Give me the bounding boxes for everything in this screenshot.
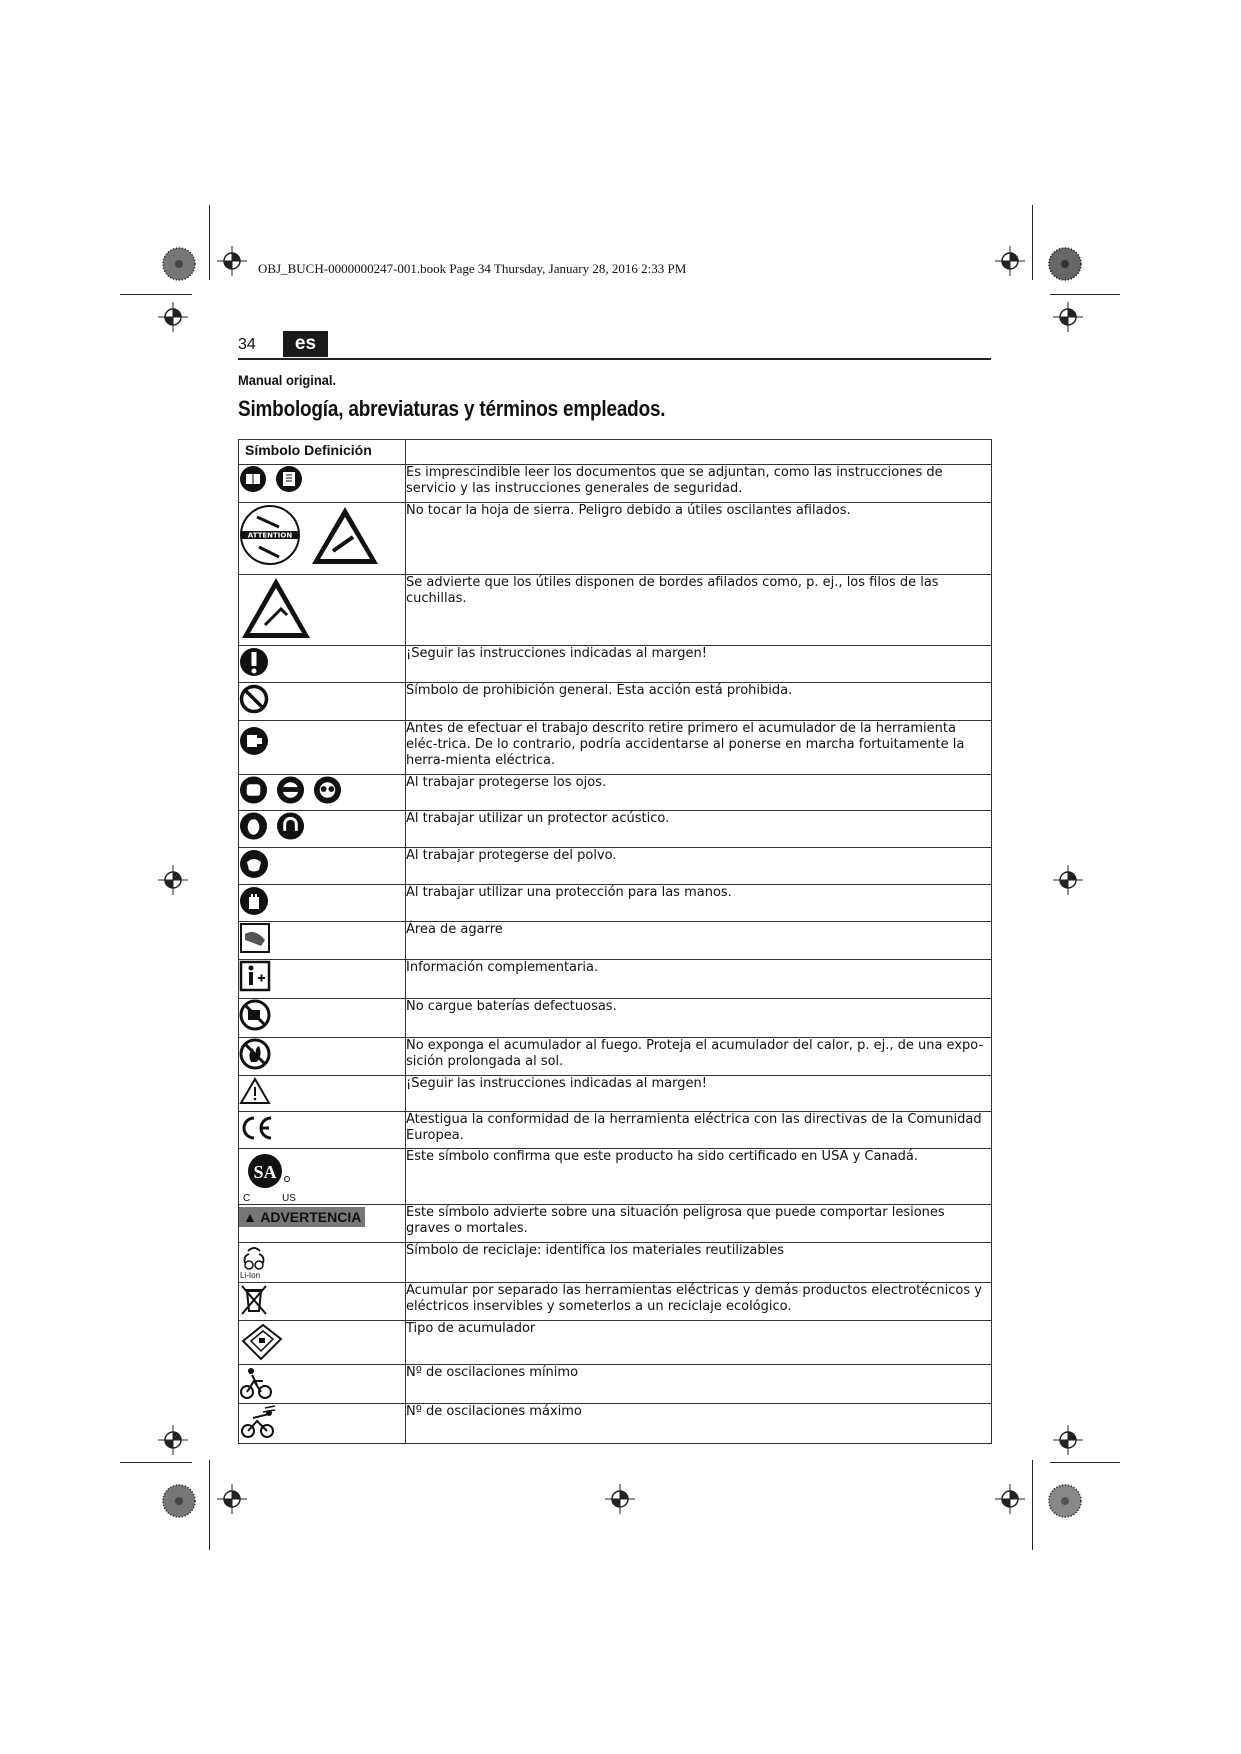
symbols-table [238,439,992,1444]
table-row [239,1243,992,1283]
registration-mark-icon [158,1425,188,1455]
table-row [239,1365,992,1404]
color-rosette-icon [162,1484,196,1518]
subtitle: Manual original. [238,372,337,388]
csa-c-label: C [243,1193,251,1203]
definition-column-header [406,440,992,465]
csa-us-label: US [282,1193,296,1203]
definition-cell: Este símbolo confirma que este producto ha sido certificado en USA y Canadá. [406,1149,992,1205]
table-row [239,922,992,960]
definition-cell: Antes de efectuar el trabajo descrito retire primero el acumulador de la herramienta eléc-trica. De lo contrario, podría accidentarse al ponerse en marcha fortuitamente la herra-mienta eléctrica. [406,721,992,775]
table-header-row [239,440,992,465]
no-defective-battery-icon [239,999,271,1031]
registration-mark-icon [605,1484,635,1514]
min-oscillation-icon [239,1365,273,1401]
ear-protection-icon [239,811,268,841]
battery-type-icon [239,1321,285,1363]
registration-mark-icon [995,246,1025,276]
table-row [239,646,992,683]
gloves-icon [239,885,269,917]
weee-bin-icon [239,1283,269,1317]
book-icon [275,465,303,493]
table-row [239,1038,992,1076]
recycle-li-ion-icon [239,1243,269,1281]
definition-cell: ¡Seguir las instrucciones indicadas al margen! [406,646,992,683]
registration-mark-icon [217,246,247,276]
definition-cell: Acumular por separado las herramientas eléctricas y demás productos electrotécnicos y eléctricos inservibles y someterlos a un reciclaje ecológico. [406,1283,992,1321]
table-row [239,811,992,848]
definition-cell: Al trabajar utilizar un protector acústico. [406,811,992,848]
table-row [239,503,992,575]
table-row [239,575,992,646]
definition-cell: Al trabajar protegerse los ojos. [406,775,992,811]
attention-blade-icon [239,503,301,567]
registration-mark-icon [1053,1425,1083,1455]
no-fire-battery-icon [239,1038,271,1070]
definition-cell: Símbolo de reciclaje: identifica los materiales reutilizables [406,1243,992,1283]
svg-text:ATTENTION: ATTENTION [247,531,293,540]
face-shield-icon [239,775,268,805]
symbol-column-header: Símbolo Definición [239,440,406,465]
grip-area-icon [239,922,271,954]
table-row [239,1404,992,1444]
definition-cell: Al trabajar protegerse del polvo. [406,848,992,885]
color-rosette-icon [162,247,196,281]
page-number: 34 [238,336,256,353]
definition-cell: Tipo de acumulador [406,1321,992,1365]
registration-mark-icon [217,1484,247,1514]
table-row [239,960,992,999]
ear-muff-icon [276,811,305,841]
definition-cell: No tocar la hoja de sierra. Peligro debido a útiles oscilantes afilados. [406,503,992,575]
definition-cell: Este símbolo advierte sobre una situación peligrosa que puede comportar lesiones graves o mortales. [406,1205,992,1243]
definition-cell: Es imprescindible leer los documentos que se adjuntan, como las instrucciones de servicio y las instrucciones generales de seguridad. [406,465,992,503]
warning-triangle-icon: ▲ [243,1209,257,1225]
definition-cell: Nº de oscilaciones máximo [406,1404,992,1444]
warning-triangle-icon [239,1076,271,1106]
table-row [239,848,992,885]
advertencia-label: ▲ ADVERTENCIA [239,1207,365,1227]
color-rosette-icon [1048,247,1082,281]
goggles-icon [276,775,305,805]
definition-cell: No exponga el acumulador al fuego. Proteja el acumulador del calor, p. ej., de una expo-sición prolongada al sol. [406,1038,992,1076]
svg-text:SA: SA [253,1162,277,1182]
definition-cell: Se advierte que los útiles disponen de bordes afilados como, p. ej., los filos de las cuchillas. [406,575,992,646]
info-icon [239,960,271,992]
definition-cell: Símbolo de prohibición general. Esta acción está prohibida. [406,683,992,721]
blade-warning-icon [309,503,381,567]
table-row [239,1321,992,1365]
table-row [239,465,992,503]
remove-battery-icon [239,725,269,757]
table-row [239,1205,992,1243]
definition-cell: ¡Seguir las instrucciones indicadas al margen! [406,1076,992,1112]
color-rosette-icon [1048,1484,1082,1518]
read-manual-icon [239,465,267,493]
header-rule [238,358,991,360]
safety-glasses-icon [313,775,342,805]
definition-cell: Información complementaria. [406,960,992,999]
page-header: OBJ_BUCH-0000000247-001.book Page 34 Thursday, January 28, 2016 2:33 PM [258,261,687,276]
language-badge: es [283,331,328,357]
definition-cell: Atestigua la conformidad de la herramienta eléctrica con las directivas de la Comunidad Europea. [406,1112,992,1149]
table-row [239,885,992,922]
prohibition-icon [239,683,269,715]
registration-mark-icon [158,302,188,332]
sharp-edges-warning-icon [239,575,313,641]
registration-mark-icon [1053,302,1083,332]
definition-cell: Al trabajar utilizar una protección para las manos. [406,885,992,922]
table-row [239,683,992,721]
table-row [239,1112,992,1149]
registration-mark-icon [1053,865,1083,895]
table-row [239,1076,992,1112]
registration-mark-icon [995,1484,1025,1514]
table-row [239,775,992,811]
table-row [239,1149,992,1205]
dust-mask-icon [239,848,269,880]
exclamation-icon [239,646,269,678]
table-row [239,999,992,1038]
csa-mark-icon [239,1149,299,1203]
registration-mark-icon [158,865,188,895]
definition-cell: Nº de oscilaciones mínimo [406,1365,992,1404]
definition-cell: No cargue baterías defectuosas. [406,999,992,1038]
definition-cell: Área de agarre [406,922,992,960]
max-oscillation-icon [239,1404,277,1440]
table-row [239,1283,992,1321]
ce-mark-icon [239,1112,279,1144]
li-ion-label: Li-Ion [240,1271,261,1280]
page-title: Simbología, abreviaturas y términos empleados. [238,396,666,421]
table-row [239,721,992,775]
